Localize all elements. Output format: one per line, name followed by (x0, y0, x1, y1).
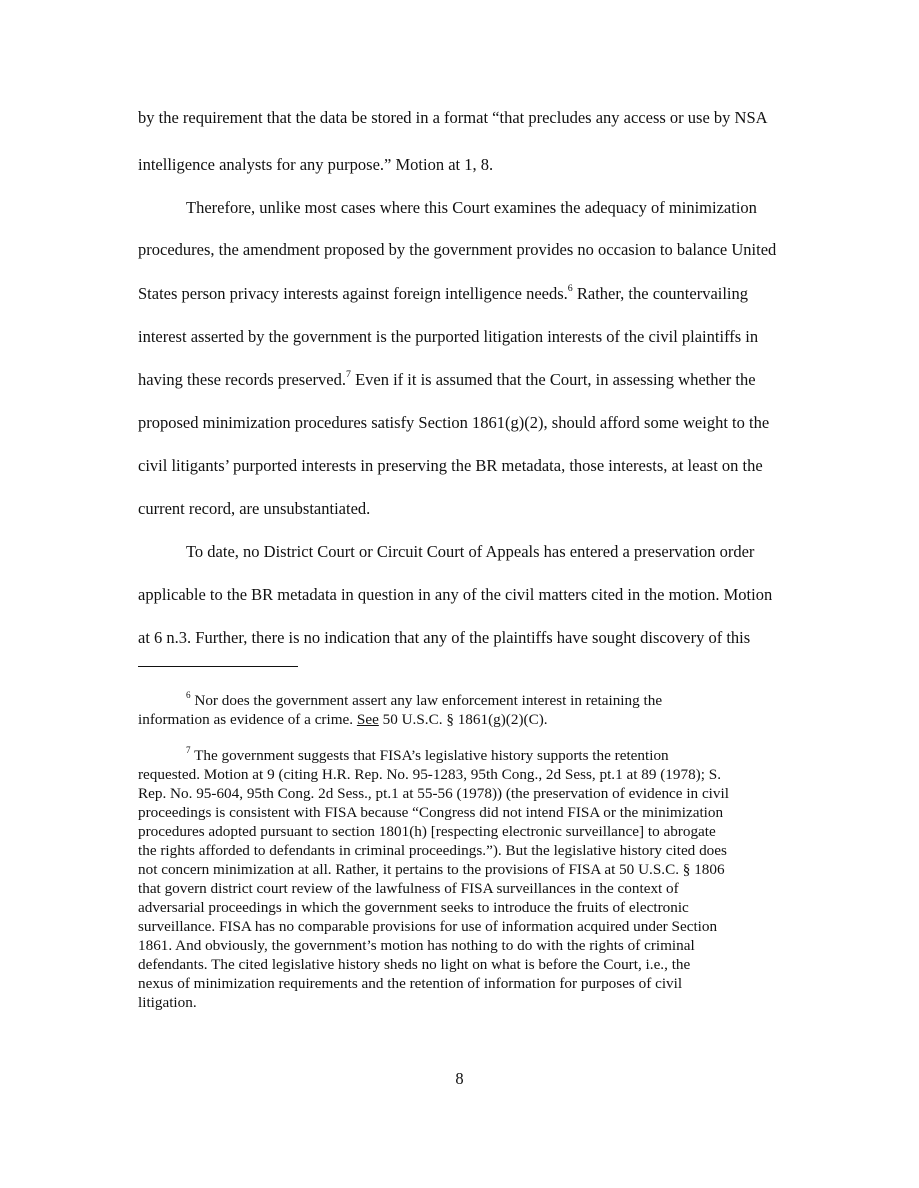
body-line-7-rest: Even if it is assumed that the Court, in assessing whether the (350, 370, 756, 389)
body-line-6: interest asserted by the government is the purported litigation interests of the civil plaintiffs in (138, 327, 759, 346)
body-line-3: Therefore, unlike most cases where this Court examines the adequacy of minimization (186, 198, 757, 217)
footnote-7-marker: 7 (186, 744, 191, 755)
body-line-1: by the requirement that the data be stored in a format “that precludes any access or use by NSA (138, 108, 768, 127)
footnote-7-line-7: not concern minimization at all. Rather, it pertains to the provisions of FISA at 50 U.S.C. § 1806 (138, 861, 725, 878)
footnote-7-text-1: The government suggests that FISA’s legislative history supports the retention (190, 747, 669, 764)
footnote-6-citation: 50 U.S.C. § 1861(g)(2)(C). (378, 711, 548, 728)
footnote-ref-6: 6 (567, 283, 573, 295)
footnote-7-line-1 (186, 744, 669, 765)
footnote-7-line-12: defendants. The cited legislative history sheds no light on what is before the Court, i.e., the (138, 956, 691, 973)
footnote-6-see-signal: See (356, 711, 379, 728)
footnote-7-line-10: surveillance. FISA has no comparable provisions for use of information acquired under Section (138, 918, 718, 935)
footnote-7-line-14: litigation. (138, 994, 197, 1011)
body-line-8: proposed minimization procedures satisfy Section 1861(g)(2), should afford some weight to the (138, 413, 770, 432)
body-line-7 (138, 370, 756, 390)
body-line-4: procedures, the amendment proposed by the government provides no occasion to balance United (138, 240, 777, 259)
body-line-9: civil litigants’ purported interests in preserving the BR metadata, those interests, at least on the (138, 456, 763, 475)
body-line-12: applicable to the BR metadata in question in any of the civil matters cited in the motion. Motion (138, 585, 773, 604)
footnote-7-line-2: requested. Motion at 9 (citing H.R. Rep. No. 95-1283, 95th Cong., 2d Sess, pt.1 at 89 (1978); S. (138, 766, 721, 783)
body-line-2: intelligence analysts for any purpose.” Motion at 1, 8. (138, 155, 494, 174)
body-line-11: To date, no District Court or Circuit Court of Appeals has entered a preservation order (186, 542, 755, 561)
footnote-6-text-2: information as evidence of a crime. (138, 711, 357, 728)
footnote-7-line-3: Rep. No. 95-604, 95th Cong. 2d Sess., pt.1 at 55-56 (1978)) (the preservation of evidence in civil (138, 785, 729, 802)
footnote-7-line-8: that govern district court review of the lawfulness of FISA surveillances in the context of (138, 880, 679, 897)
body-line-5-text: States person privacy interests against foreign intelligence needs. (138, 284, 568, 303)
footnote-7-line-5: procedures adopted pursuant to section 1801(h) [respecting electronic surveillance] to abrogate (138, 823, 716, 840)
body-line-10: current record, are unsubstantiated. (138, 499, 371, 518)
footnote-7-line-6: the rights afforded to defendants in criminal proceedings.”). But the legislative history cited does (138, 842, 727, 859)
body-line-13: at 6 n.3. Further, there is no indication that any of the plaintiffs have sought discovery of this (138, 628, 751, 647)
body-line-5-rest: Rather, the countervailing (572, 284, 749, 303)
footnote-separator (138, 666, 298, 667)
page-number: 8 (455, 1069, 464, 1088)
body-line-5 (138, 284, 748, 304)
footnote-6-text-1: Nor does the government assert any law enforcement interest in retaining the (190, 692, 663, 709)
footnote-7-line-13: nexus of minimization requirements and the retention of information for purposes of civil (138, 975, 683, 992)
footnote-7-line-11: 1861. And obviously, the government’s motion has nothing to do with the rights of criminal (138, 937, 695, 954)
body-line-7-text: having these records preserved. (138, 370, 346, 389)
footnote-6-line-1 (186, 689, 663, 710)
footnote-ref-7: 7 (346, 369, 351, 381)
footnote-7-line-4: proceedings is consistent with FISA because “Congress did not intend FISA or the minimization (138, 804, 724, 821)
footnote-7-line-9: adversarial proceedings in which the government seeks to introduce the fruits of electronic (138, 899, 689, 916)
footnote-6-line-2 (138, 711, 548, 729)
footnote-6-marker: 6 (186, 689, 191, 700)
